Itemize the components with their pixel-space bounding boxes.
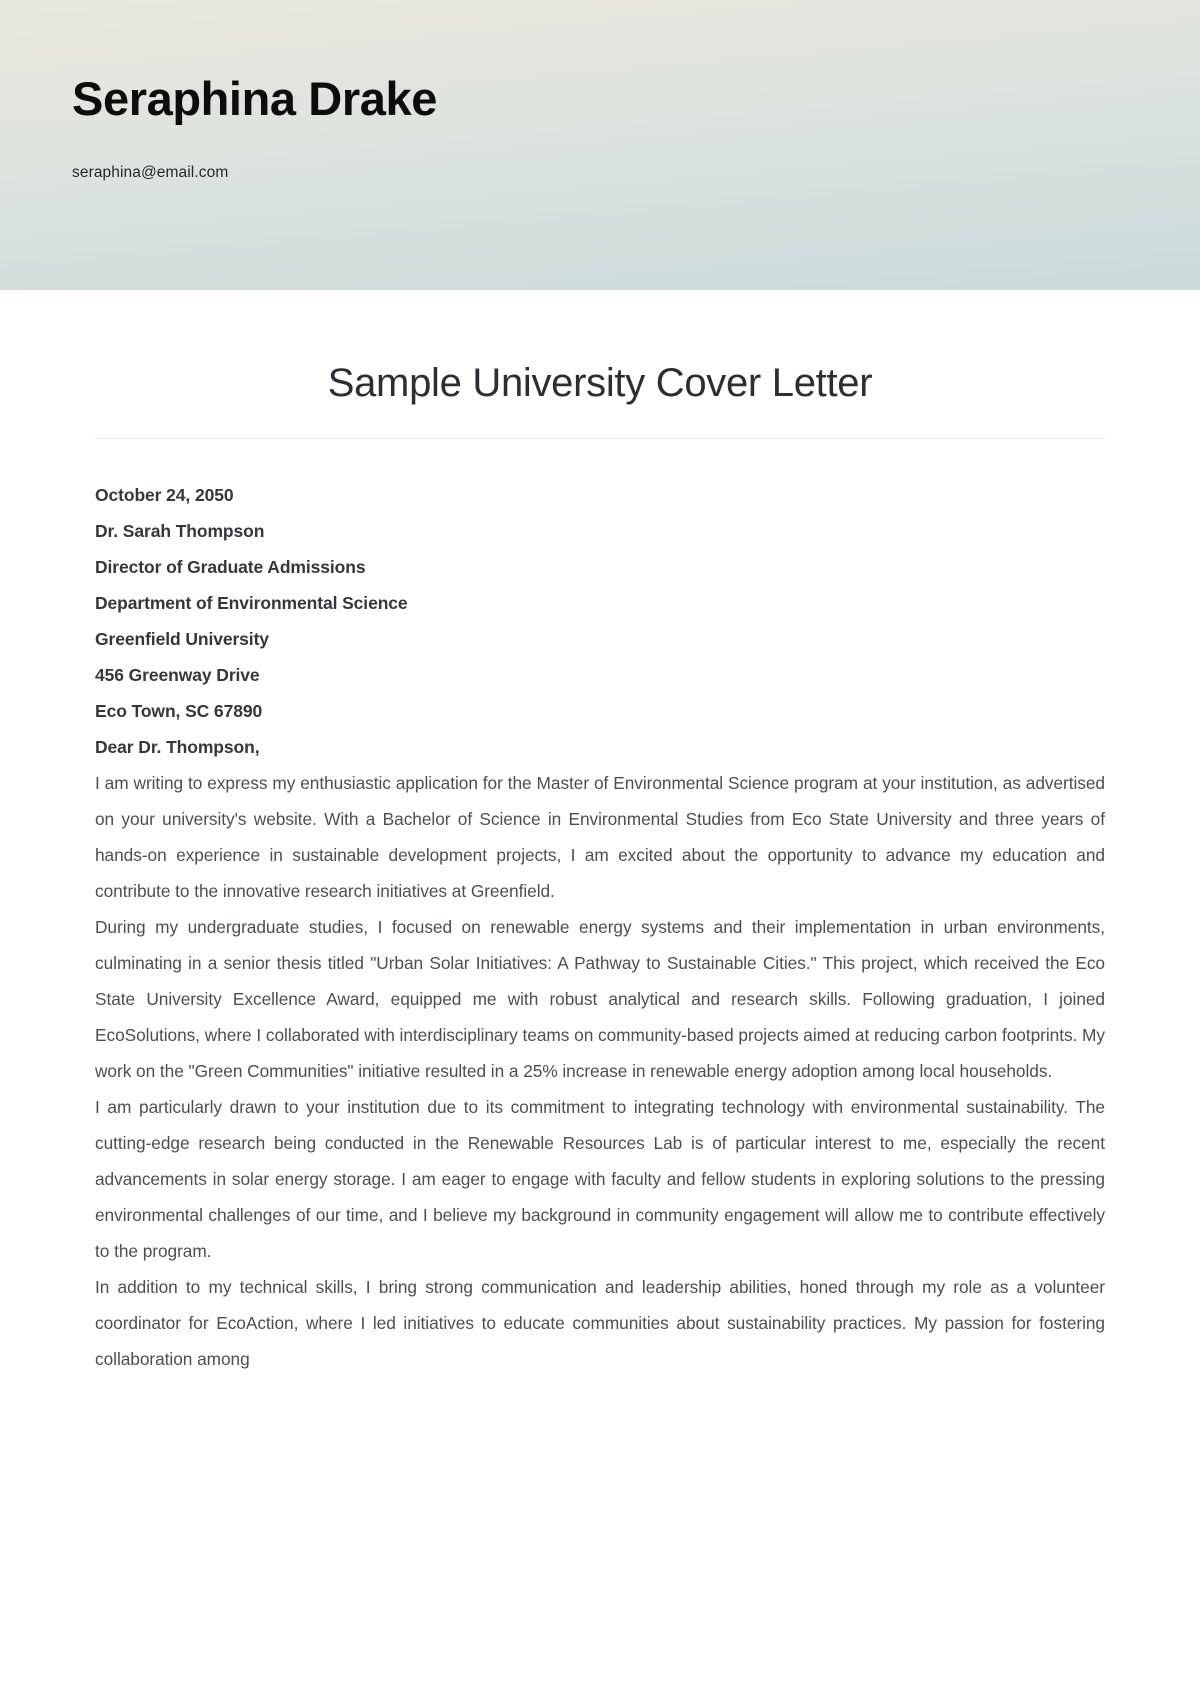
body-paragraph: I am particularly drawn to your institution due to its commitment to integrating technology with environmental sustainability. The cutting-edge research being conducted in the Renewable Resources Lab is of particular interest to me, especially the recent advancements in solar energy storage. I am eager to engage with faculty and fellow students in exploring solutions to the pressing environmental challenges of our time, and I believe my background in community engagement will allow me to contribute effectively to the program. <box>95 1097 1105 1261</box>
recipient-address-block <box>95 477 1105 765</box>
sender-name: Seraphina Drake <box>72 72 437 125</box>
recipient-line: Greenfield University <box>95 629 269 649</box>
recipient-line: 456 Greenway Drive <box>95 665 260 685</box>
recipient-line: Eco Town, SC 67890 <box>95 701 263 721</box>
letter-sheet <box>0 290 1200 1377</box>
recipient-line: Dr. Sarah Thompson <box>95 521 265 541</box>
document-title: Sample University Cover Letter <box>327 361 873 405</box>
salutation: Dear Dr. Thompson, <box>95 737 260 757</box>
body-paragraph: I am writing to express my enthusiastic application for the Master of Environmental Science program at your institution, as advertised on your university's website. With a Bachelor of Science in Environmental Studies from Eco State University and three years of hands-on experience in sustainable development projects, I am excited about the opportunity to advance my education and contribute to the innovative research initiatives at Greenfield. <box>95 773 1105 901</box>
body-paragraph: In addition to my technical skills, I bring strong communication and leadership abilities, honed through my role as a volunteer coordinator for EcoAction, where I led initiatives to educate communities about sustainability practices. My passion for fostering collaboration among <box>95 1277 1105 1369</box>
letter-date: October 24, 2050 <box>95 485 234 505</box>
body-paragraph: During my undergraduate studies, I focused on renewable energy systems and their implementation in urban environments, culminating in a senior thesis titled "Urban Solar Initiatives: A Pathway to Sustainable Cities." This project, which received the Eco State University Excellence Award, equipped me with robust analytical and research skills. Following graduation, I joined EcoSolutions, where I collaborated with interdisciplinary teams on community-based projects aimed at reducing carbon footprints. My work on the "Green Communities" initiative resulted in a 25% increase in renewable energy adoption among local households. <box>95 917 1105 1081</box>
recipient-line: Director of Graduate Admissions <box>95 557 366 577</box>
letter-body <box>95 765 1105 1377</box>
title-divider <box>95 438 1105 439</box>
recipient-line: Department of Environmental Science <box>95 593 408 613</box>
letterhead-banner <box>0 0 1200 290</box>
sender-email: seraphina@email.com <box>72 164 229 181</box>
